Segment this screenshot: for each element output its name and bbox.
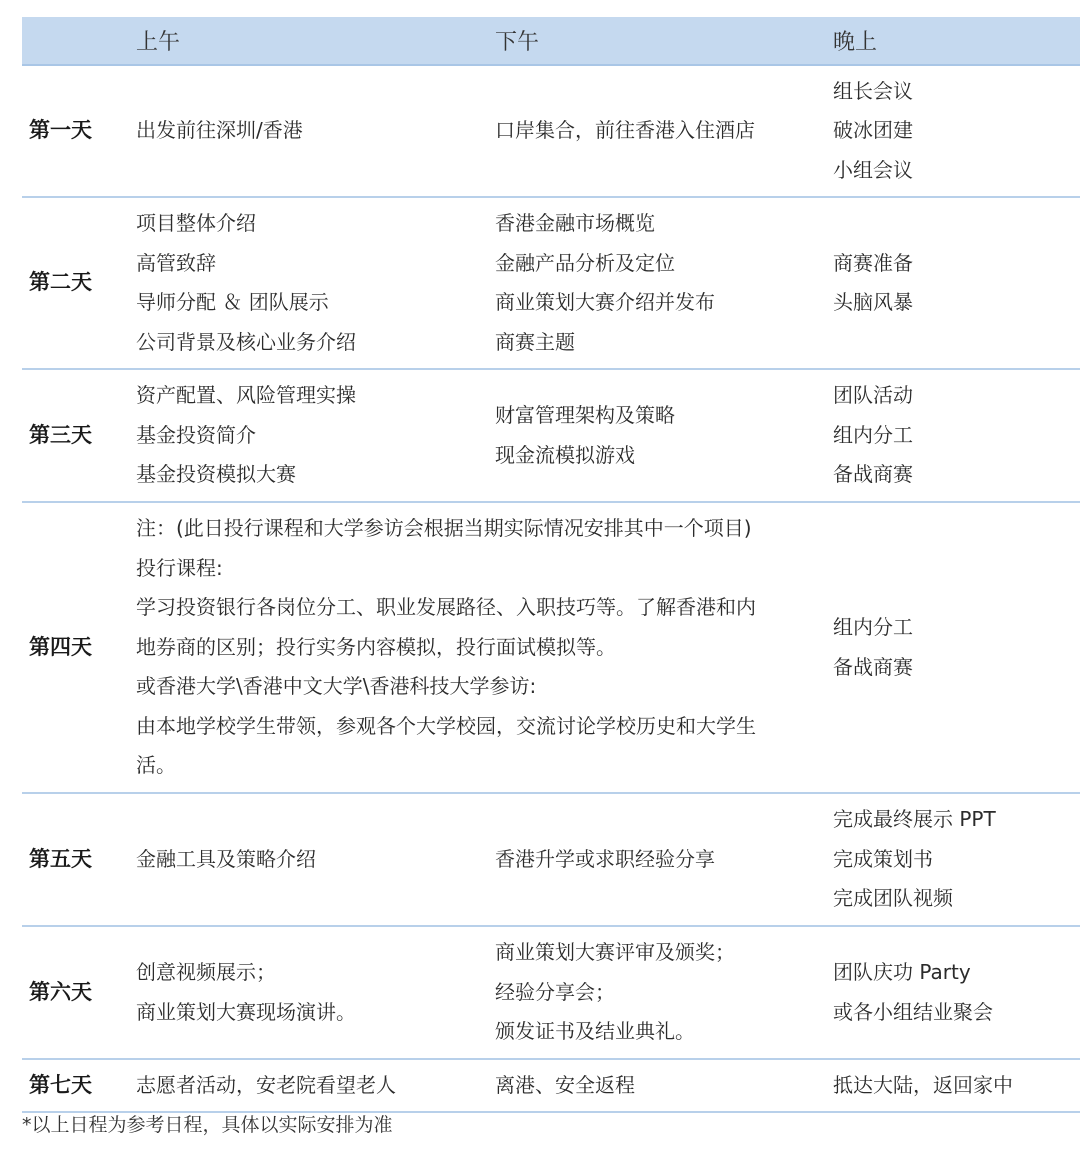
afternoon-cell: [488, 197, 826, 369]
day-label: 第六天: [22, 926, 129, 1059]
morning-item: 商业策划大赛现场演讲。: [136, 999, 356, 1024]
evening-item: 团队活动: [833, 383, 913, 408]
evening-item: 头脑风暴: [833, 290, 913, 314]
afternoon-cell: [488, 926, 826, 1059]
table-row: [22, 65, 1080, 197]
evening-item: 商赛准备: [833, 250, 913, 275]
morning-item: 资产配置、风险管理实操: [136, 383, 356, 408]
afternoon-cell: [488, 369, 826, 502]
table-row: [22, 1059, 1080, 1112]
table-row: [22, 197, 1080, 369]
evening-item: 组内分工: [833, 615, 913, 639]
header-blank: [22, 17, 129, 65]
header-evening: 晚上: [826, 17, 1080, 65]
header-afternoon: 下午: [488, 17, 826, 65]
evening-item: 或各小组结业聚会: [833, 999, 993, 1024]
day-label: 第五天: [22, 793, 129, 926]
day-label: 第四天: [22, 502, 129, 793]
table-row: [22, 502, 1080, 793]
schedule-table: [22, 17, 1080, 1113]
merged-item: 或香港大学\香港中文大学\香港科技大学参访:: [136, 674, 537, 699]
evening-item: 组长会议: [833, 78, 913, 103]
evening-item: 破冰团建: [833, 118, 913, 143]
afternoon-cell: [488, 1059, 826, 1112]
morning-item: 出发前往深圳/香港: [136, 118, 303, 143]
afternoon-item: 商赛主题: [495, 329, 575, 354]
morning-cell: [129, 369, 488, 502]
evening-cell: [826, 926, 1080, 1059]
morning-item: 项目整体介绍: [136, 211, 256, 235]
table-row: [22, 926, 1080, 1059]
morning-item: 基金投资简介: [136, 422, 256, 447]
morning-cell: [129, 197, 488, 369]
evening-item: 备战商赛: [833, 654, 913, 679]
footnote: *以上日程为参考日程，具体以实际安排为准: [22, 1114, 393, 1136]
afternoon-item: 商业策划大赛介绍并发布: [495, 290, 715, 314]
table-row: [22, 369, 1080, 502]
morning-cell: [129, 1059, 488, 1112]
evening-item: 抵达大陆，返回家中: [833, 1072, 1013, 1097]
header-morning: 上午: [129, 17, 488, 65]
afternoon-item: 现金流模拟游戏: [495, 442, 635, 467]
afternoon-item: 金融产品分析及定位: [495, 250, 675, 275]
table-row: [22, 793, 1080, 926]
evening-item: 团队庆功 Party: [833, 960, 971, 984]
merged-item: 投行课程:: [136, 555, 223, 580]
merged-item: 学习投资银行各岗位分工、职业发展路径、入职技巧等。了解香港和内: [136, 595, 756, 620]
afternoon-item: 经验分享会；: [495, 979, 615, 1004]
merged-item: 地券商的区别；投行实务内容模拟，投行面试模拟等。: [136, 634, 616, 659]
morning-item: 基金投资模拟大赛: [136, 462, 296, 487]
morning-item: 创意视频展示；: [136, 960, 276, 984]
evening-cell: [826, 369, 1080, 502]
evening-item: 组内分工: [833, 422, 913, 447]
day-label: 第三天: [22, 369, 129, 502]
header-row: [22, 17, 1080, 65]
afternoon-item: 香港金融市场概览: [495, 211, 655, 235]
morning-item: 公司背景及核心业务介绍: [136, 329, 356, 354]
afternoon-cell: [488, 65, 826, 197]
afternoon-item: 颁发证书及结业典礼。: [495, 1019, 695, 1044]
afternoon-item: 香港升学或求职经验分享: [495, 846, 715, 871]
merged-item: 活。: [136, 753, 176, 778]
afternoon-item: 财富管理架构及策略: [495, 403, 675, 427]
evening-cell: [826, 502, 1080, 793]
morning-item: 志愿者活动，安老院看望老人: [136, 1072, 396, 1097]
evening-item: 完成团队视频: [833, 886, 953, 911]
morning-cell: [129, 65, 488, 197]
evening-item: 备战商赛: [833, 462, 913, 487]
day-label: 第七天: [22, 1059, 129, 1112]
day-label: 第一天: [22, 65, 129, 197]
morning-item: 高管致辞: [136, 250, 216, 275]
evening-cell: [826, 1059, 1080, 1112]
evening-cell: [826, 65, 1080, 197]
merged-item: 注：(此日投行课程和大学参访会根据当期实际情况安排其中一个项目): [136, 516, 752, 541]
day-label: 第二天: [22, 197, 129, 369]
afternoon-item: 离港、安全返程: [495, 1072, 635, 1097]
morning-item: 金融工具及策略介绍: [136, 846, 316, 871]
afternoon-item: 商业策划大赛评审及颁奖；: [495, 940, 735, 965]
afternoon-cell: [488, 793, 826, 926]
morning-cell: [129, 926, 488, 1059]
evening-item: 完成最终展示 PPT: [833, 807, 996, 832]
afternoon-item: 口岸集合，前往香港入住酒店: [495, 118, 755, 143]
evening-item: 小组会议: [833, 157, 913, 182]
evening-cell: [826, 793, 1080, 926]
merged-day-cell: [129, 502, 826, 793]
morning-cell: [129, 793, 488, 926]
morning-item: 导师分配 ＆ 团队展示: [136, 290, 329, 314]
merged-item: 由本地学校学生带领，参观各个大学校园，交流讨论学校历史和大学生: [136, 713, 756, 738]
evening-cell: [826, 197, 1080, 369]
evening-item: 完成策划书: [833, 846, 933, 871]
